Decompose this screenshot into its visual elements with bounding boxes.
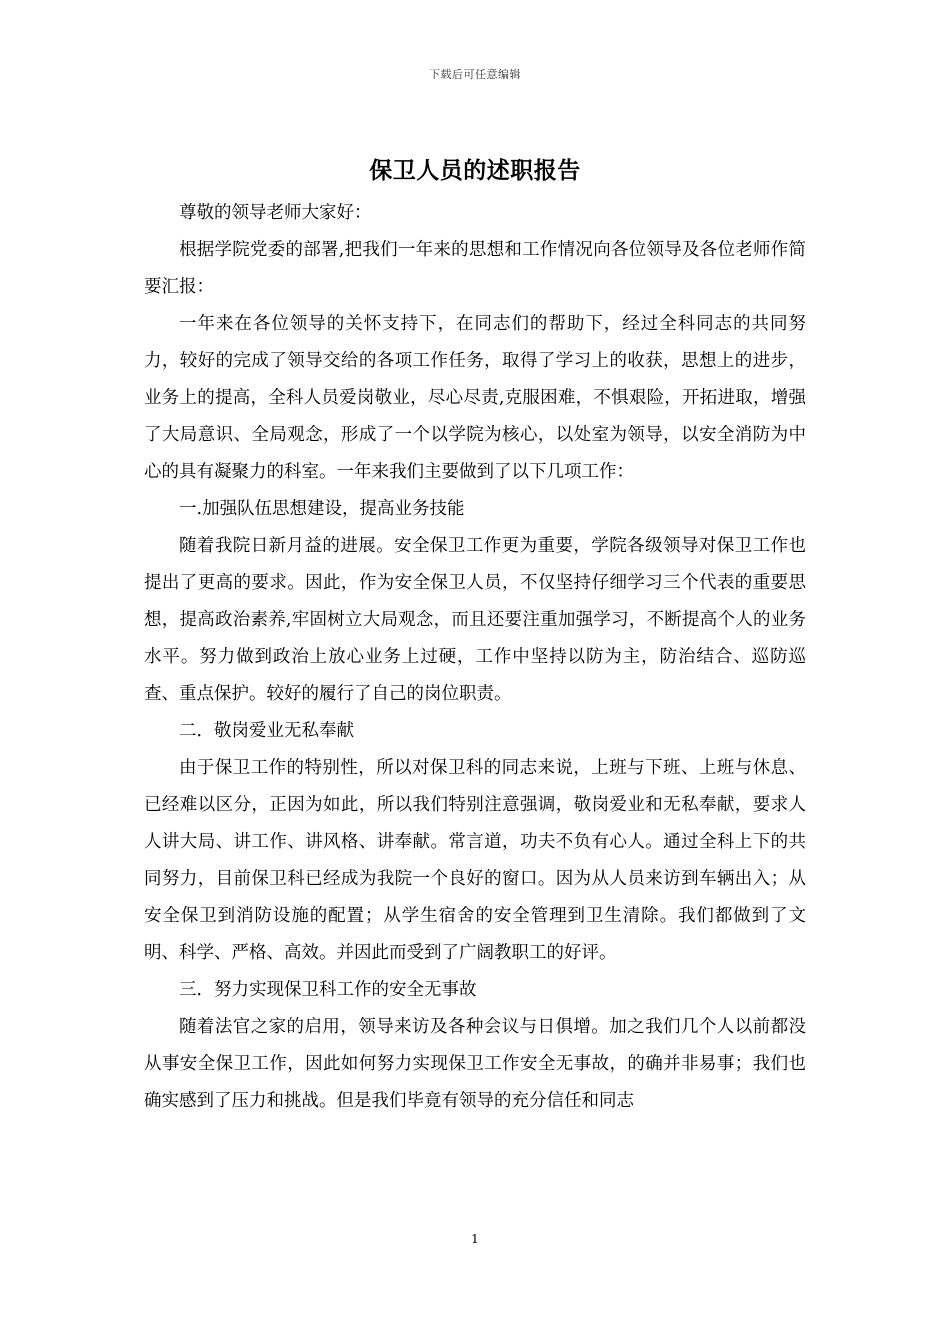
paragraph-summary: 一年来在各位领导的关怀支持下，在同志们的帮助下，经过全科同志的共同努力，较好的完成了领导交给的各项工作任务，取得了学习上的收获，思想上的进步，业务上的提高，全科人员爱岗敬业，尽心尽责,克服困难，不惧艰险，开拓进取，增强了大局意识、全局观念，形成了一个以学院为核心，以处室为领导，以安全消防为中心的具有凝聚力的科室。一年来我们主要做到了以下几项工作： (144, 314, 806, 482)
paragraph-section-2: 由于保卫工作的特别性，所以对保卫科的同志来说，上班与下班、上班与休息、已经难以区分，正因为如此，所以我们特别注意强调，敬岗爱业和无私奉献，要求人人讲大局、讲工作、讲风格、讲奉献。常言道，功夫不负有心人。通过全科上下的共同努力，目前保卫科已经成为我院一个良好的窗口。因为从人员来访到车辆出入；从安全保卫到消防设施的配置；从学生宿舍的安全管理到卫生清除。我们都做到了文明、科学、严格、高效。并因此而受到了广阔教职工的好评。 (144, 758, 806, 963)
page-number: 1 (471, 1232, 479, 1246)
section-heading-2: 二．敬岗爱业无私奉献 (179, 721, 354, 741)
document-body (144, 195, 806, 1120)
paragraph-section-1: 随着我院日新月益的进展。安全保卫工作更为重要，学院各级领导对保卫工作也提出了更高的要求。因此，作为安全保卫人员，不仅坚持仔细学习三个代表的重要思想，提高政治素养,牢固树立大局观念，而且还要注重加强学习，不断提高个人的业务水平。努力做到政治上放心业务上过硬，工作中坚持以防为主，防治结合、巡防巡查、重点保护。较好的履行了自己的岗位职责。 (144, 536, 806, 704)
section-heading-1: 一.加强队伍思想建设，提高业务技能 (179, 499, 465, 519)
paragraph-intro: 根据学院党委的部署,把我们一年来的思想和工作情况向各位领导及各位老师作简要汇报： (144, 240, 806, 297)
document-title: 保卫人员的述职报告 (369, 157, 581, 184)
salutation: 尊敬的领导老师大家好： (179, 203, 372, 223)
section-heading-3: 三．努力实现保卫科工作的安全无事故 (179, 980, 477, 1000)
paragraph-section-3: 随着法官之家的启用，领导来访及各种会议与日俱增。加之我们几个人以前都没从事安全保卫工作，因此如何努力实现保卫工作安全无事故，的确并非易事；我们也确实感到了压力和挑战。但是我们毕竟有领导的充分信任和同志 (144, 1017, 806, 1111)
header-note: 下载后可任意编辑 (429, 68, 521, 81)
